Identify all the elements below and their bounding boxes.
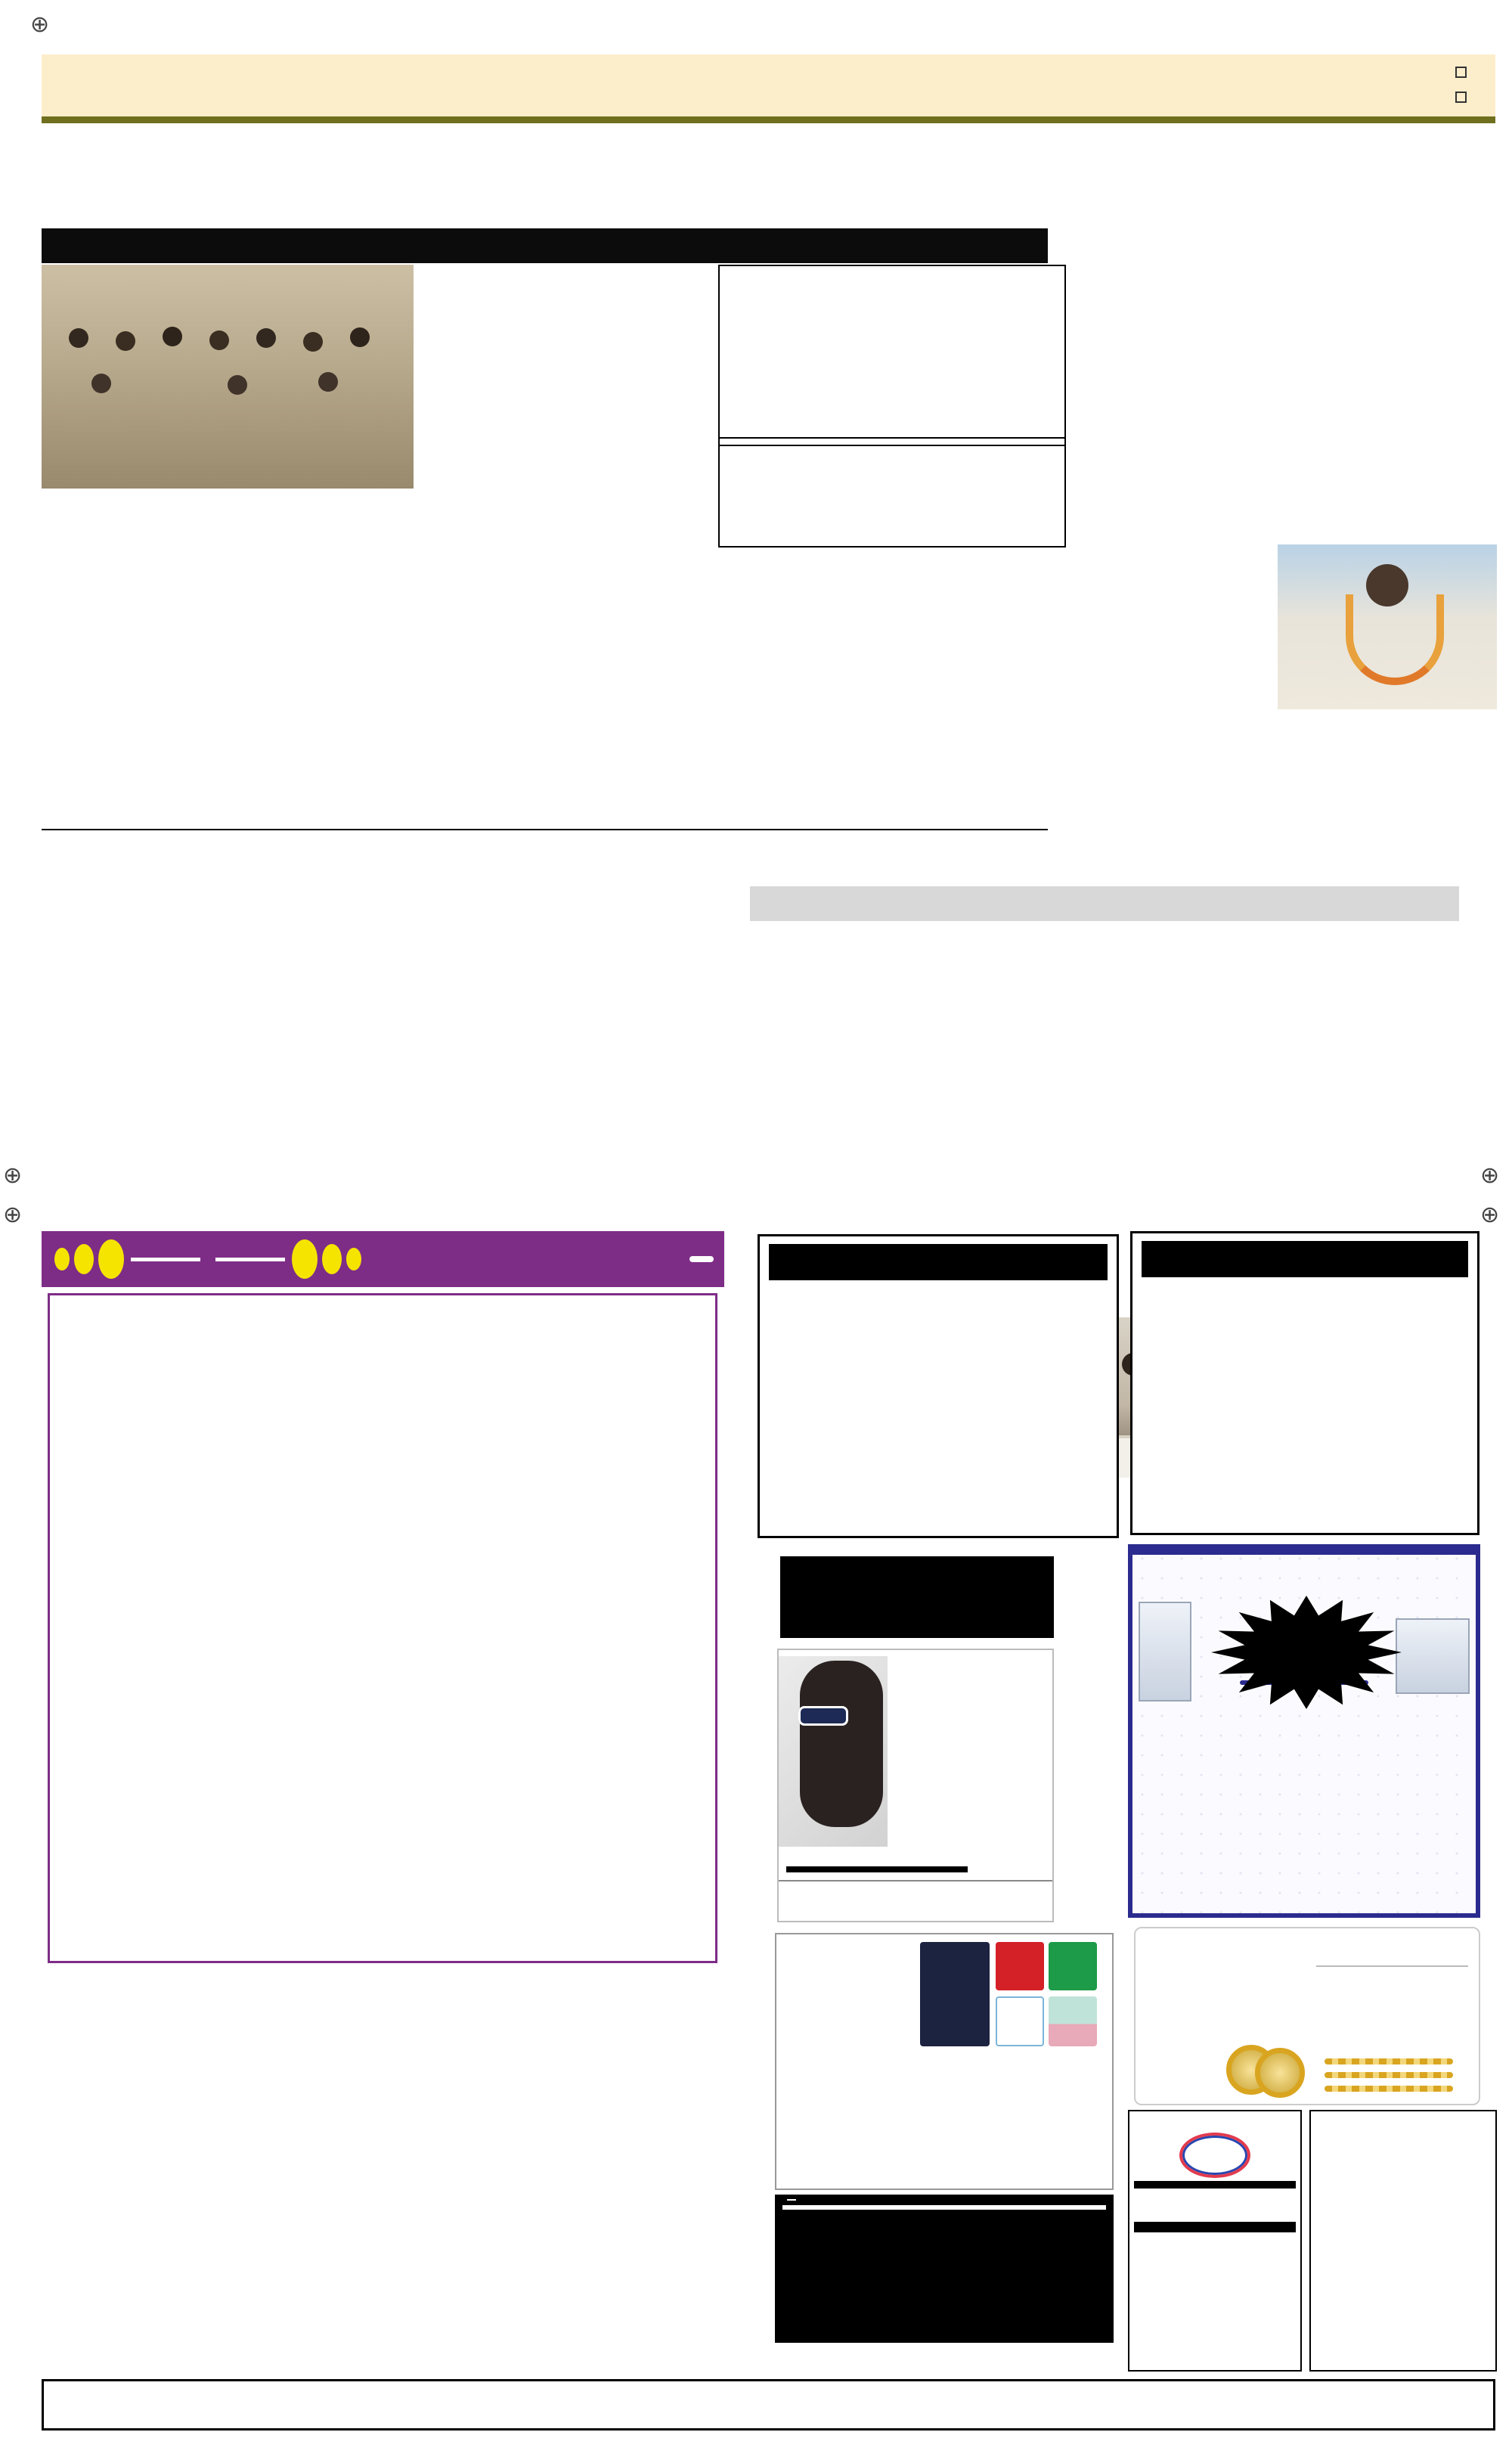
csc-logo xyxy=(787,2199,796,2201)
air-india-ticket xyxy=(1049,1996,1097,2046)
chain-photo xyxy=(1325,2072,1453,2078)
change-of-name-notice-2 xyxy=(1130,1231,1479,1535)
brand-sub xyxy=(786,1866,968,1872)
iata-logo xyxy=(996,1996,1044,2046)
varma-address xyxy=(1316,1965,1468,1971)
registration-mark-icon: ⊕ xyxy=(3,1162,23,1189)
bus-intro xyxy=(1052,231,1497,316)
lead-photo xyxy=(42,265,414,489)
section-divider xyxy=(42,829,1048,830)
photo-people xyxy=(69,328,88,348)
dot-icon xyxy=(98,1239,124,1279)
offer-starburst xyxy=(1211,1596,1402,1709)
matang-bottom xyxy=(940,1095,1497,1180)
bus-left-column xyxy=(1052,321,1269,485)
lead-subheadline xyxy=(42,228,1048,263)
crossword-number-badge xyxy=(689,1256,714,1262)
dot-icon xyxy=(54,1248,70,1270)
imprint-footer xyxy=(42,2379,1495,2431)
bullet-square-icon xyxy=(1455,92,1467,103)
matang-left-column xyxy=(712,929,933,1180)
dot-icon xyxy=(322,1244,342,1274)
lead-column-2 xyxy=(422,265,712,822)
rule-line xyxy=(215,1258,285,1261)
lead-column-3 xyxy=(718,538,1048,822)
umrah-logo xyxy=(1049,1942,1097,1990)
gharbaslya-ad xyxy=(1128,1544,1480,1918)
registration-mark-icon: ⊕ xyxy=(30,11,50,38)
school-body xyxy=(42,888,707,1184)
nita-address xyxy=(1134,2222,1296,2232)
chain-photo xyxy=(1325,2086,1453,2092)
lead-caption-column xyxy=(42,495,414,822)
passport-image xyxy=(920,1942,990,2046)
varma-jewellers-ad xyxy=(1134,1927,1480,2105)
ad-footer-2 xyxy=(779,1885,1052,1888)
bullet-square-icon xyxy=(1455,67,1467,78)
school-headline xyxy=(42,839,707,882)
across-clues xyxy=(48,2001,371,2373)
zaki-sawkar-ad xyxy=(775,1933,1114,2190)
nita-name xyxy=(1134,2181,1296,2189)
registration-mark-icon: ⊕ xyxy=(1480,1162,1500,1189)
crossword-grid xyxy=(48,1293,717,1963)
masthead-contact xyxy=(1455,60,1473,110)
bus-headline xyxy=(1052,127,1497,225)
nita-logo xyxy=(1179,2133,1250,2178)
nita-electricals-ad xyxy=(1128,2110,1302,2372)
ghar-title xyxy=(1132,1549,1476,1555)
small-ad-promo xyxy=(780,1556,1054,1638)
bus-body xyxy=(1052,492,1497,823)
lead-quote-box-2 xyxy=(718,437,1066,548)
down-clues xyxy=(387,2001,724,2373)
registration-mark-icon: ⊕ xyxy=(3,1202,23,1228)
machine-photo xyxy=(1396,1618,1470,1694)
hajj-logo xyxy=(996,1942,1044,1990)
notice-title xyxy=(769,1244,1108,1280)
lead-headline xyxy=(42,126,1048,225)
chain-photo xyxy=(1325,2058,1453,2064)
reader-notice xyxy=(1309,2110,1497,2372)
registration-mark-icon: ⊕ xyxy=(1480,1202,1500,1228)
matang-subheadline xyxy=(750,886,1459,921)
bangle-photo xyxy=(1255,2048,1305,2098)
rule-line xyxy=(131,1258,200,1261)
matang-headline xyxy=(712,838,1497,882)
dot-icon xyxy=(292,1239,318,1279)
change-of-name-notice-1 xyxy=(758,1234,1119,1538)
crossword-header xyxy=(42,1231,724,1287)
masthead-rule xyxy=(42,116,1495,123)
notice-title xyxy=(1142,1241,1468,1277)
am-services xyxy=(782,2205,1106,2210)
dot-icon xyxy=(346,1248,361,1270)
lead-quote-box-1 xyxy=(718,265,1066,446)
sunglasses-model-photo xyxy=(777,1656,888,1847)
machine-photo xyxy=(1139,1602,1191,1702)
praveen-opticals-ad xyxy=(777,1649,1054,1922)
ad-footer-1 xyxy=(779,1880,1052,1885)
am-xerox-ad xyxy=(775,2195,1114,2343)
masthead xyxy=(42,54,1495,116)
dot-icon xyxy=(74,1244,94,1274)
